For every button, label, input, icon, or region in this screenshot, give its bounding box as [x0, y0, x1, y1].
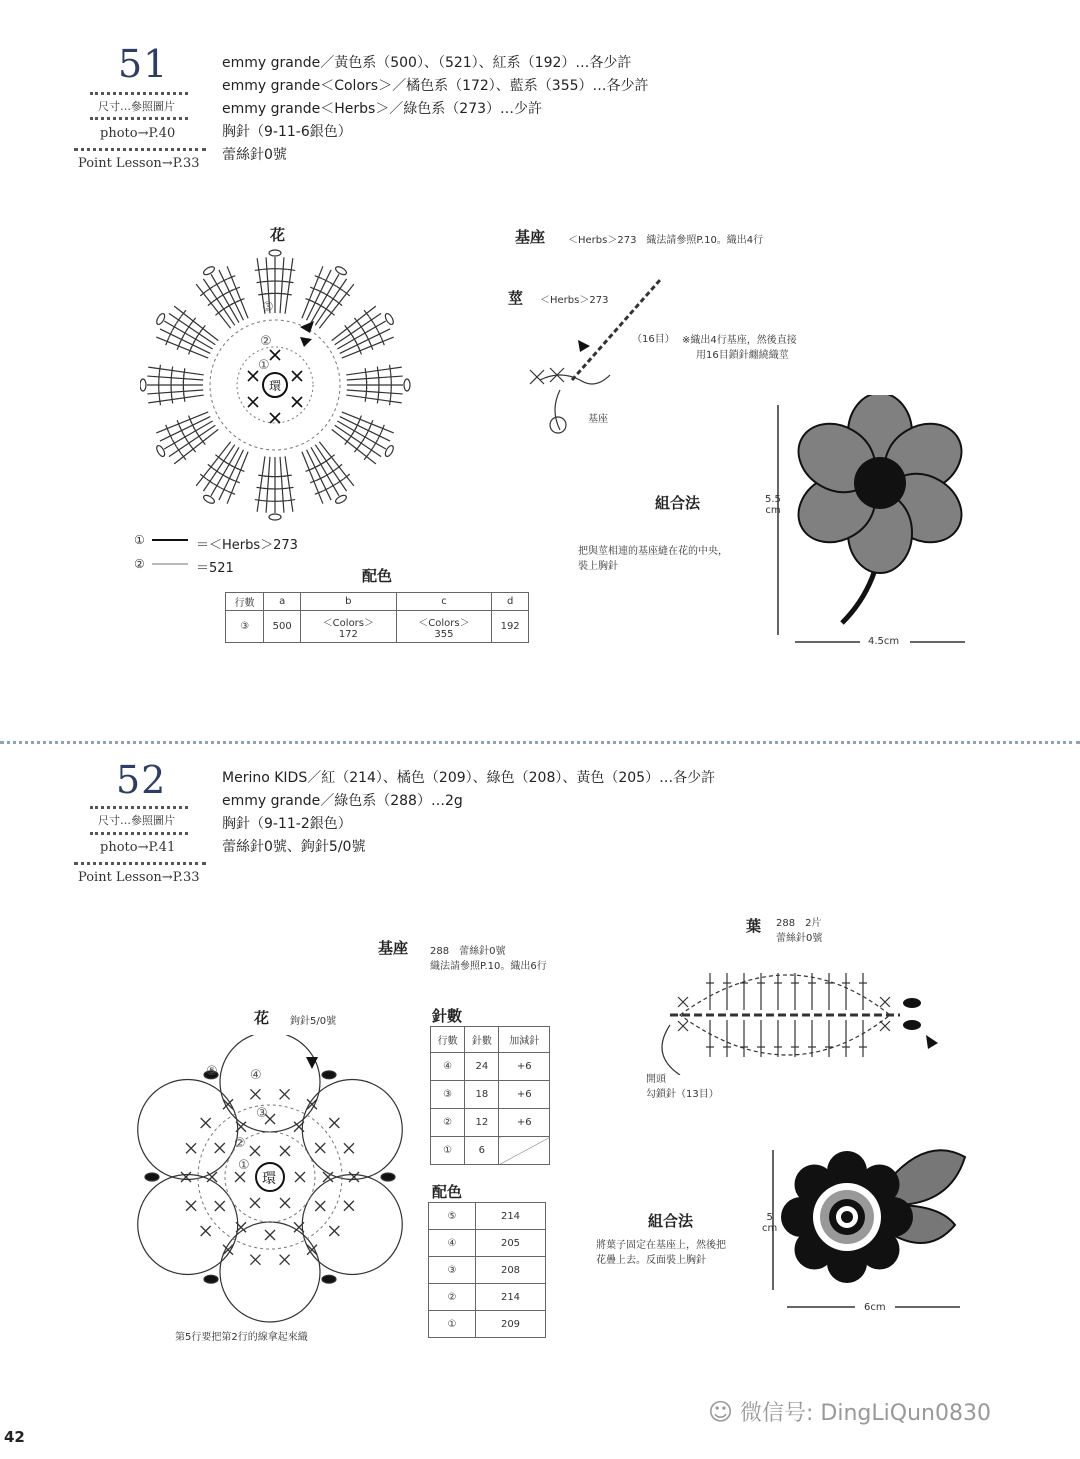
svg-text:③: ③	[262, 300, 274, 315]
size-note: 尺寸…參照圖片	[98, 100, 175, 113]
stitch-table	[430, 1026, 550, 1165]
table-cell: +6	[499, 1109, 550, 1137]
pattern-number-51: 51	[118, 42, 169, 86]
wechat-icon: ☺	[708, 1398, 734, 1426]
section-separator	[0, 741, 1080, 744]
pattern-number-52: 52	[116, 758, 167, 802]
assembly-flower-52	[765, 1145, 975, 1315]
material-line: emmy grande／綠色系（288）…2g	[222, 793, 463, 809]
watermark	[708, 1396, 991, 1427]
divider	[74, 862, 206, 865]
table-cell: 500	[264, 611, 301, 643]
base-title: 基座	[378, 939, 409, 957]
watermark-text: 微信号: DingLiQun0830	[740, 1401, 991, 1426]
leaf-start	[646, 1070, 719, 1100]
table-header: 行數	[431, 1027, 465, 1053]
table-cell: +6	[499, 1053, 550, 1081]
instruction-line: ※織出4行基座，然後直接	[682, 335, 797, 346]
table-cell: 12	[465, 1109, 499, 1137]
legend-yarn-2: ＝521	[196, 561, 234, 576]
table-cell: ①	[431, 1137, 465, 1165]
leaf-start-line: 開頭	[646, 1074, 666, 1085]
material-line: emmy grande＜Colors＞／橘色系（172）、藍系（355）…各少許	[222, 78, 649, 94]
size-note: 尺寸…參照圖片	[98, 814, 175, 827]
material-line: emmy grande＜Herbs＞／綠色系（273）…少許	[222, 101, 543, 117]
assembly-line: 把與莖相連的基座縫在花的中央，	[578, 546, 728, 557]
assembly-flower-51	[770, 395, 1000, 655]
table-cell: ＜Colors＞ 355	[396, 611, 492, 643]
divider	[90, 832, 188, 835]
photo-ref: photo→P.40	[100, 126, 176, 141]
base-note-line: 288 蕾絲針0號	[430, 946, 506, 957]
divider	[74, 148, 206, 151]
table-cell: ⑤	[429, 1203, 476, 1230]
legend-yarn-1: ＝＜Herbs＞273	[196, 538, 298, 553]
svg-text:環: 環	[269, 379, 282, 393]
assembly-title: 組合法	[655, 494, 701, 512]
svg-text:⑤: ⑤	[206, 1064, 218, 1079]
assembly-line: 裝上胸針	[578, 561, 618, 572]
table-cell: ②	[429, 1284, 476, 1311]
stem-count: （16目）	[632, 334, 675, 345]
svg-text:②: ②	[234, 1136, 246, 1151]
table-cell: 205	[476, 1230, 546, 1257]
svg-text:②: ②	[134, 557, 145, 570]
instruction-line: 用16目鎖針纏繞織莖	[696, 350, 789, 361]
flower-chart-51	[140, 245, 420, 525]
table-cell: 209	[476, 1311, 546, 1338]
table-header: a	[264, 593, 301, 611]
base-note	[430, 942, 547, 972]
material-line: 胸針（9-11-2銀色）	[222, 816, 352, 832]
svg-text:環: 環	[262, 1171, 276, 1187]
table-cell: 24	[465, 1053, 499, 1081]
stitch-table-title: 針數	[432, 1007, 463, 1025]
stem-title: 莖	[508, 289, 524, 307]
width-label: 6cm	[864, 1302, 886, 1313]
material-line: emmy grande／黃色系（500）、（521）、紅系（192）…各少許	[222, 55, 632, 71]
table-cell: ④	[429, 1230, 476, 1257]
height-label: 5 cm	[762, 1212, 778, 1234]
assembly-title: 組合法	[648, 1212, 694, 1230]
table-cell: +6	[499, 1081, 550, 1109]
svg-text:①: ①	[258, 358, 270, 373]
flower-chart-52	[120, 1035, 420, 1325]
color-table-title: 配色	[432, 1183, 463, 1201]
photo-ref: photo→P.41	[100, 840, 176, 855]
leaf-note	[776, 914, 822, 944]
leaf-note-line: 288 2片	[776, 918, 822, 929]
table-header: 行數	[226, 593, 264, 611]
flower-hook: 鉤針5/0號	[290, 1016, 337, 1027]
color-table-52	[428, 1202, 546, 1338]
table-cell: ④	[431, 1053, 465, 1081]
color-table-51	[225, 592, 529, 643]
table-cell: ③	[226, 611, 264, 643]
assembly-text	[578, 542, 728, 572]
base-small-label: 基座	[588, 414, 608, 425]
materials-list	[222, 52, 649, 167]
leaf-chart	[630, 955, 950, 1075]
divider	[90, 806, 188, 809]
table-cell: 214	[476, 1203, 546, 1230]
material-line: 胸針（9-11-6銀色）	[222, 124, 352, 140]
leaf-start-line: 勾鎖針（13目）	[646, 1089, 719, 1100]
material-line: 蕾絲針0號、鉤針5/0號	[222, 839, 366, 855]
stem-note: ＜Herbs＞273	[540, 295, 609, 306]
table-cell: 18	[465, 1081, 499, 1109]
table-cell: ＜Colors＞ 172	[301, 611, 397, 643]
table-cell: ③	[431, 1081, 465, 1109]
base-note-line: 織法請參照P.10。織出6行	[430, 961, 547, 972]
base-title: 基座	[515, 228, 546, 246]
table-header: c	[396, 593, 492, 611]
table-header: 加減針	[499, 1027, 550, 1053]
stem-instruction	[682, 331, 797, 361]
table-cell: 208	[476, 1257, 546, 1284]
table-cell: 192	[492, 611, 529, 643]
width-label: 4.5cm	[868, 636, 900, 647]
flower-label: 花	[270, 226, 286, 244]
table-header: 針數	[465, 1027, 499, 1053]
leaf-note-line: 蕾絲針0號	[776, 933, 823, 944]
svg-text:①: ①	[134, 533, 145, 547]
svg-text:②: ②	[260, 334, 272, 349]
assembly-line: 將葉子固定在基座上，然後把	[596, 1240, 726, 1251]
material-line: 蕾絲針0號	[222, 147, 287, 163]
divider	[90, 92, 188, 95]
legend-lines	[132, 530, 192, 570]
assembly-text	[596, 1236, 726, 1266]
table-header: d	[492, 593, 529, 611]
assembly-line: 花疊上去。反面裝上胸針	[596, 1255, 706, 1266]
table-cell: ③	[429, 1257, 476, 1284]
table-cell	[499, 1137, 550, 1165]
height-label: 5.5 cm	[765, 494, 781, 516]
page-number: 42	[4, 1428, 25, 1446]
table-cell: ②	[431, 1109, 465, 1137]
divider	[90, 117, 188, 120]
svg-text:③: ③	[256, 1106, 268, 1121]
svg-text:①: ①	[238, 1158, 250, 1173]
table-header: b	[301, 593, 397, 611]
material-line: Merino KIDS／紅（214）、橘色（209）、綠色（208）、黃色（205）…各少許	[222, 770, 716, 786]
flower-label: 花	[254, 1009, 270, 1027]
point-lesson-ref: Point Lesson→P.33	[78, 156, 200, 171]
table-cell: 214	[476, 1284, 546, 1311]
leaf-title: 葉	[746, 917, 762, 935]
materials-list	[222, 767, 715, 859]
table-cell: 6	[465, 1137, 499, 1165]
table-cell: ①	[429, 1311, 476, 1338]
svg-text:④: ④	[250, 1068, 262, 1083]
color-table-title: 配色	[362, 567, 393, 585]
flower-note: 第5行要把第2行的線拿起來織	[175, 1332, 308, 1343]
point-lesson-ref: Point Lesson→P.33	[78, 870, 200, 885]
base-note: ＜Herbs＞273 織法請參照P.10。織出4行	[568, 235, 764, 246]
